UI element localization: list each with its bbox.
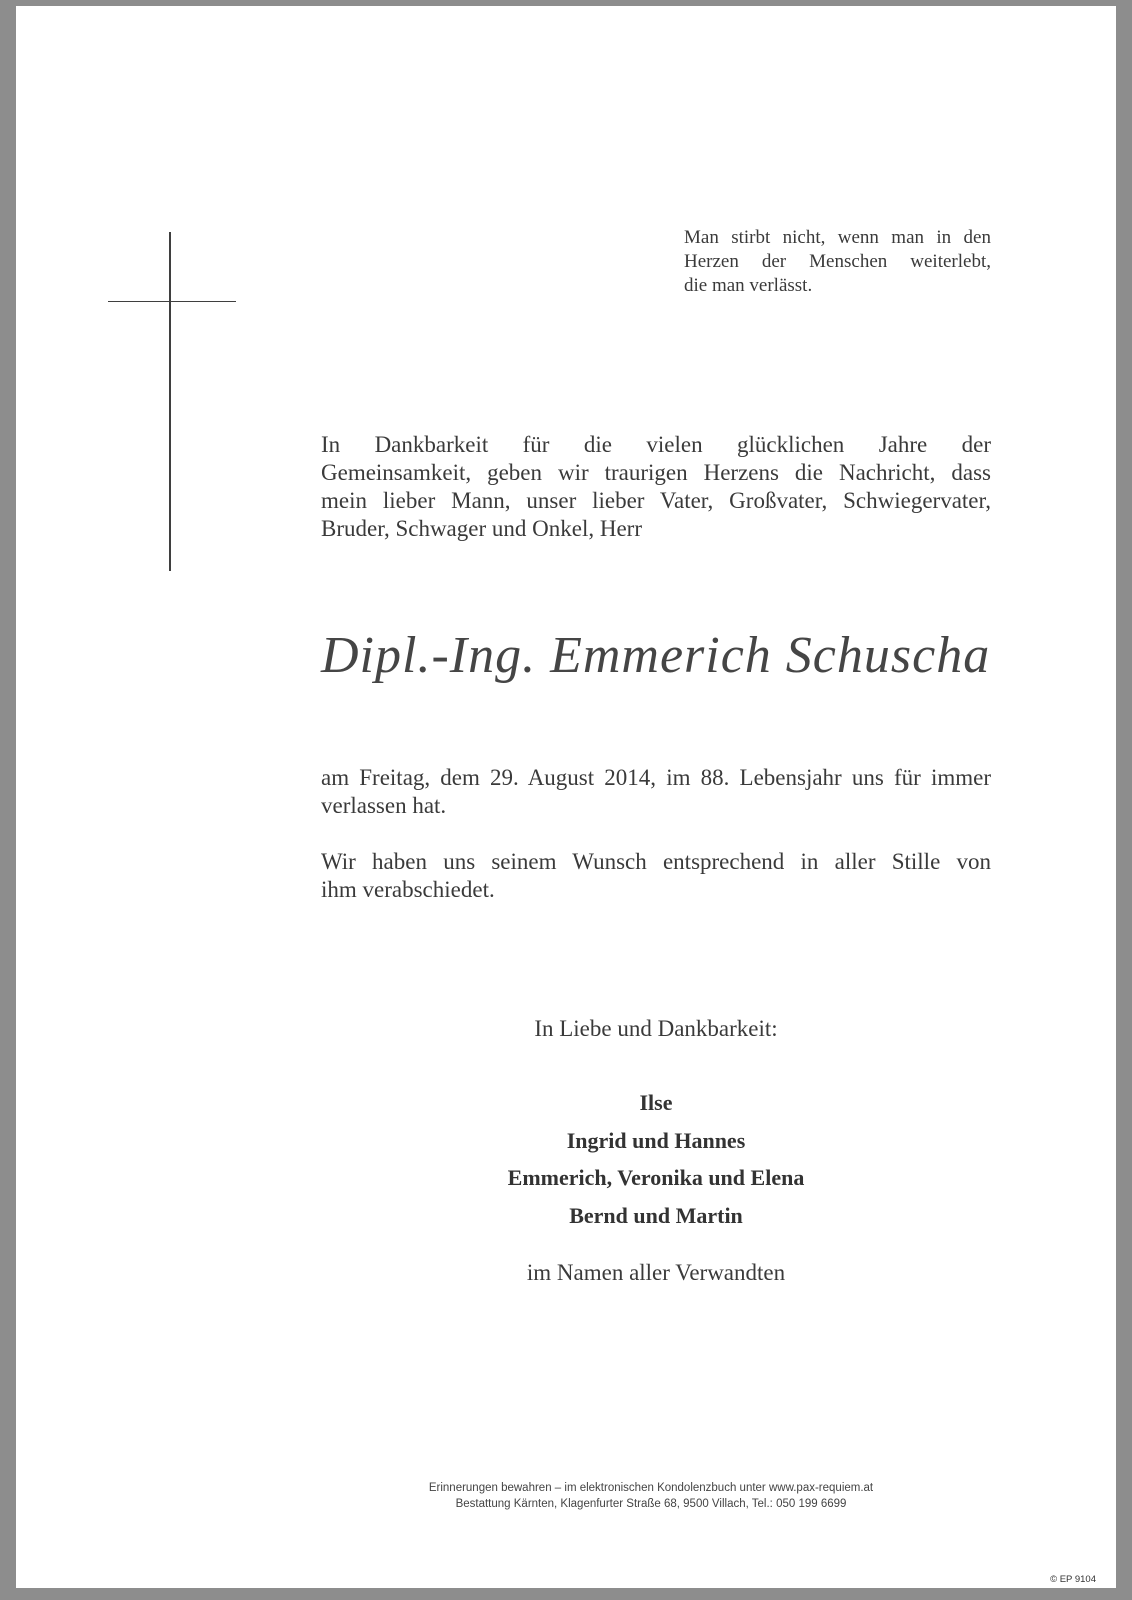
- mourner-name: Bernd und Martin: [569, 1202, 743, 1228]
- motto-line: Herzen der Menschen weiterlebt,: [684, 251, 991, 272]
- death-notice-paragraph: [321, 764, 991, 820]
- relatives-line: im Namen aller Verwandten: [526, 1260, 786, 1285]
- motto-quote: [684, 226, 991, 298]
- death-notice-line: am Freitag, dem 29. August 2014, im 88. Lebensjahr uns für immer: [321, 765, 991, 790]
- footer-address-line: Bestattung Kärnten, Klagenfurter Straße 68, 9500 Villach, Tel.: 050 199 6699: [455, 1498, 847, 1510]
- farewell-line: ihm verabschiedet.: [321, 877, 495, 902]
- intro-line: In Dankbarkeit für die vielen glücklichen Jahre der: [321, 432, 991, 457]
- mourner-name: Ingrid und Hannes: [566, 1127, 746, 1153]
- print-code: © EP 9104: [1050, 1574, 1096, 1585]
- footer-condolence-line: Erinnerungen bewahren – im elektronischen Kondolenzbuch unter www.pax-requiem.at: [428, 1482, 874, 1494]
- farewell-line: Wir haben uns seinem Wunsch entsprechend in aller Stille von: [321, 849, 991, 874]
- death-notice-line: verlassen hat.: [321, 793, 447, 818]
- closing-line: In Liebe und Dankbarkeit:: [534, 1016, 778, 1041]
- mourner-name: Emmerich, Veronika und Elena: [507, 1165, 805, 1190]
- farewell-paragraph: [321, 848, 991, 904]
- intro-paragraph: [321, 431, 991, 543]
- intro-line: mein lieber Mann, unser lieber Vater, Großvater, Schwiegervater,: [321, 488, 991, 513]
- obituary-sheet: [16, 6, 1116, 1588]
- cross-icon: [169, 232, 171, 571]
- motto-line: die man verlässt.: [684, 275, 813, 296]
- mourner-name: Ilse: [639, 1090, 673, 1115]
- deceased-name: Dipl.-Ing. Emmerich Schuscha: [321, 627, 991, 684]
- intro-line: Bruder, Schwager und Onkel, Herr: [321, 516, 642, 541]
- intro-line: Gemeinsamkeit, geben wir traurigen Herzens die Nachricht, dass: [321, 460, 991, 485]
- cross-icon-crossbar: [108, 301, 236, 302]
- mourners-list: [321, 1084, 991, 1234]
- motto-line: Man stirbt nicht, wenn man in den: [684, 227, 991, 248]
